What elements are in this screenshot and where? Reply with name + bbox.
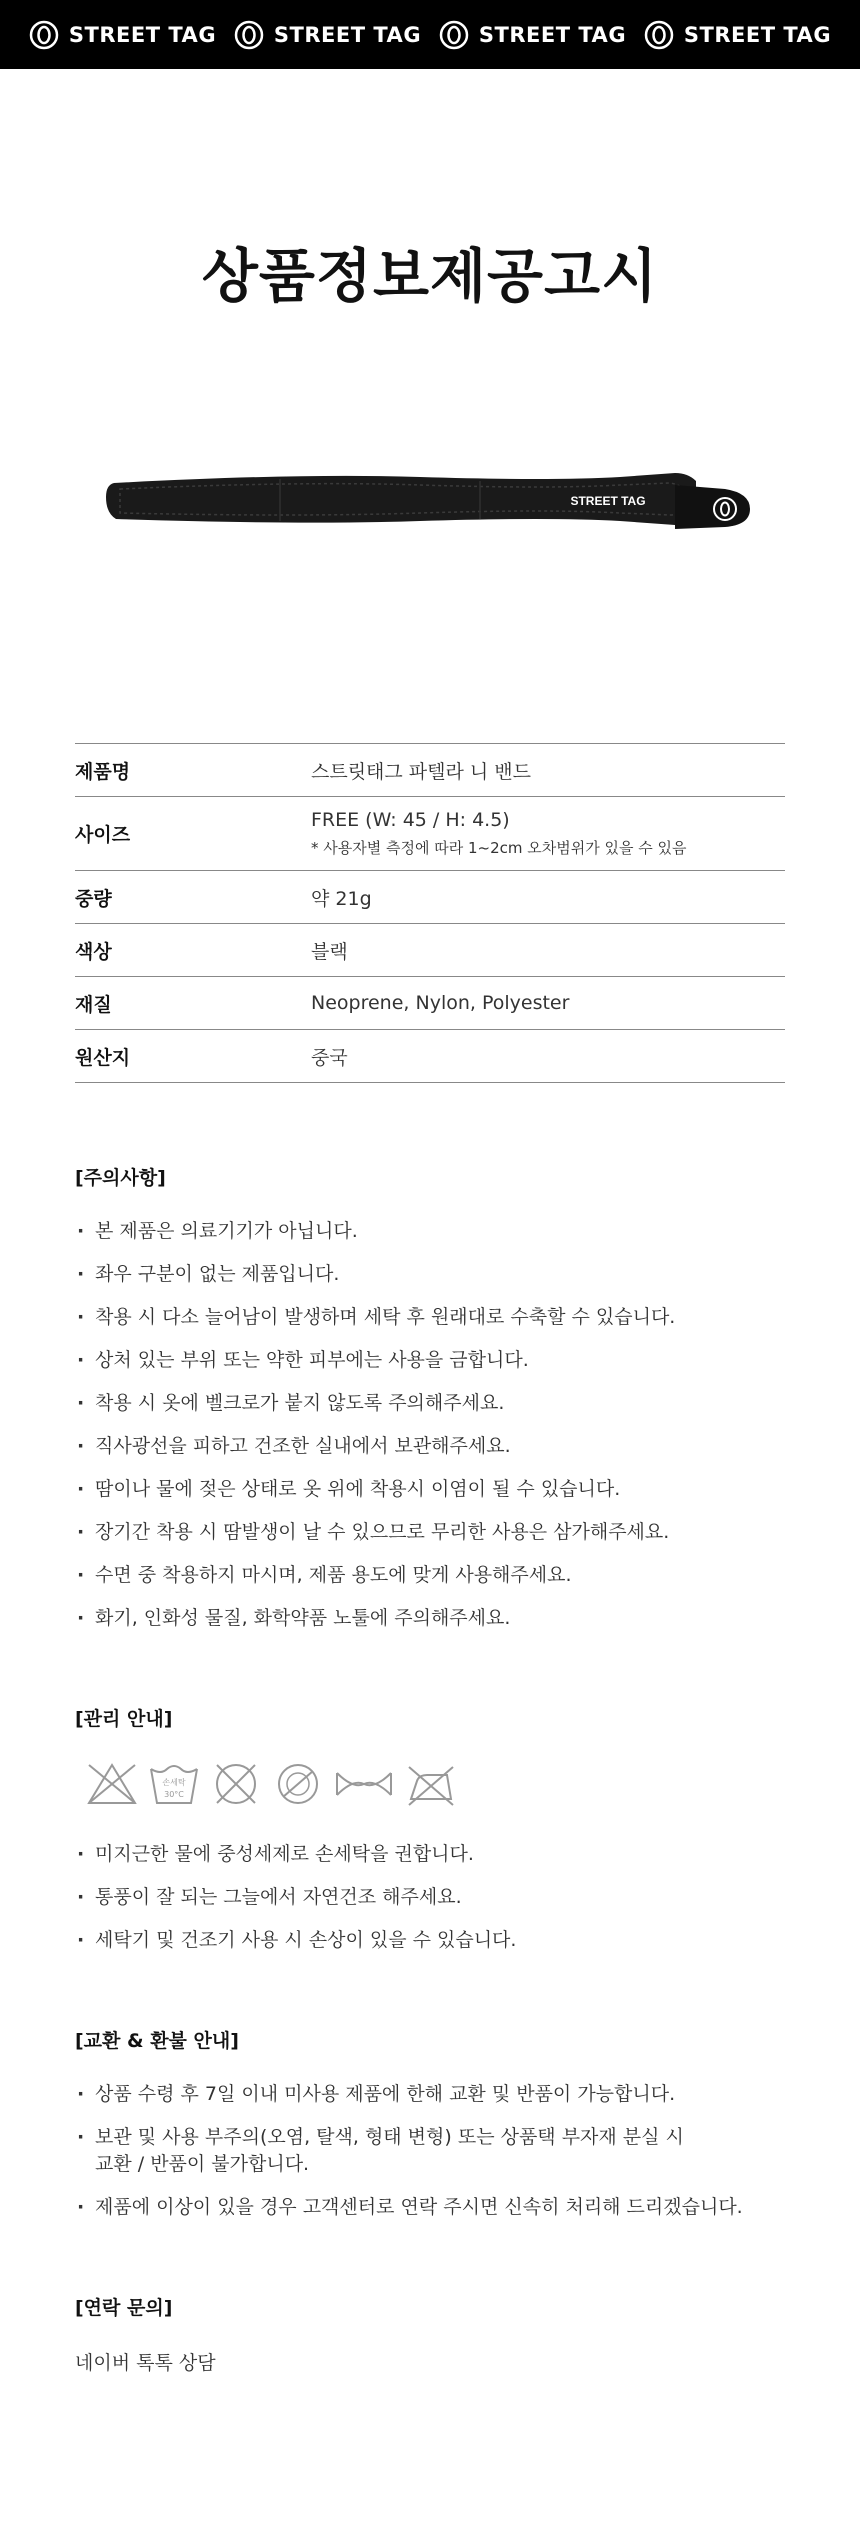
page-title: 상품정보제공고시 [201,242,659,310]
row-label: 원산지 [75,1046,131,1069]
list-item: · 수면 중 착용하지 마시며, 제품 용도에 맞게 사용해주세요. [75,1562,785,1589]
list-item: · 미지근한 물에 중성세제로 손세탁을 권합니다. [75,1841,785,1868]
cautions-section [75,1163,785,1632]
row-value-text: 스트릿태그 파텔라 니 밴드 [311,760,532,783]
brand-ring-icon [234,20,264,50]
table-row [75,871,785,924]
list-item: · 제품에 이상이 있을 경우 고객센터로 연락 주시면 신속히 처리해 드리겠습니다. [75,2194,785,2221]
list-item: · 화기, 인화성 물질, 화학약품 노툴에 주의해주세요. [75,1605,785,1632]
row-value [311,745,531,796]
row-value-text: Neoprene, Nylon, Polyester [311,992,570,1014]
brand-ring-icon [29,20,59,50]
no-tumble-dry-icon [271,1759,325,1809]
row-label: 제품명 [75,760,131,783]
row-value [311,980,569,1026]
table-row [75,924,785,977]
list-item: · 통풍이 잘 되는 그늘에서 자연건조 해주세요. [75,1884,785,1911]
list-item: · 보관 및 사용 부주의(오염, 탈색, 형태 변형) 또는 상품택 부자재 분실 시 교환 / 반품이 불가합니다. [75,2124,785,2178]
no-bleach-icon [85,1759,139,1809]
table-row [75,977,785,1030]
exchange-section [75,2026,785,2221]
section-title: [교환 & 환불 안내] [75,2030,239,2052]
list-item: · 좌우 구분이 없는 제품입니다. [75,1261,785,1288]
row-value [311,872,372,923]
list-item: · 착용 시 다소 늘어남이 발생하며 세탁 후 원래대로 수축할 수 있습니다. [75,1304,785,1331]
brand-logo [644,20,831,50]
no-iron-icon [403,1759,457,1809]
table-row [75,744,785,797]
row-label: 사이즈 [75,824,131,846]
product-tab-label: STREET TAG [570,494,646,508]
list-item: · 상처 있는 부위 또는 약한 피부에는 사용을 금합니다. [75,1347,785,1374]
row-label: 재질 [75,993,112,1016]
row-value-text: 블랙 [311,940,348,963]
section-title: [관리 안내] [75,1708,173,1730]
row-value-text: 중국 [311,1046,348,1069]
list-item: · 상품 수령 후 7일 이내 미사용 제품에 한해 교환 및 반품이 가능합니다. [75,2081,785,2108]
row-value [311,925,348,976]
row-value-text: 약 21g [311,887,372,910]
brand-name: STREET TAG [68,22,217,47]
brand-banner [0,0,860,69]
brand-logo [234,20,421,50]
row-value [311,797,686,870]
list-item: · 직사광선을 피하고 건조한 실내에서 보관해주세요. [75,1433,785,1460]
no-dry-clean-icon [209,1759,263,1809]
wash-temperature: 30°C [164,1790,184,1799]
row-value [311,1031,348,1082]
brand-logo [29,20,216,50]
row-value-text: FREE (W: 45 / H: 4.5) [311,809,510,831]
contact-section [75,2293,785,2375]
contact-value: 네이버 톡톡 상담 [75,2352,216,2374]
row-label: 중량 [75,887,112,910]
no-wring-icon [333,1759,395,1809]
list-item: · 착용 시 옷에 벨크로가 붙지 않도록 주의해주세요. [75,1390,785,1417]
list-item: · 장기간 착용 시 땀발생이 날 수 있으므로 무리한 사용은 삼가해주세요. [75,1519,785,1546]
list-item: · 세탁기 및 건조기 사용 시 손상이 있을 수 있습니다. [75,1927,785,1954]
brand-name: STREET TAG [478,22,627,47]
list-item: · 본 제품은 의료기기가 아닙니다. [75,1218,785,1245]
care-icons-row [85,1759,785,1809]
brand-ring-icon [644,20,674,50]
size-note: * 사용자별 측정에 따라 1~2cm 오차범위가 있을 수 있음 [311,839,687,857]
hand-wash-label: 손세탁 [162,1778,186,1787]
row-label: 색상 [75,940,112,963]
hand-wash-30c-icon [147,1759,201,1809]
brand-name: STREET TAG [683,22,832,47]
section-title: [주의사항] [75,1167,166,1189]
brand-logo [439,20,626,50]
product-info-table [75,743,785,1083]
table-row [75,797,785,871]
brand-ring-icon [439,20,469,50]
care-section [75,1704,785,1954]
list-item: · 땀이나 물에 젖은 상태로 옷 위에 착용시 이염이 될 수 있습니다. [75,1476,785,1503]
section-title: [연락 문의] [75,2297,173,2319]
product-image [100,463,760,543]
brand-name: STREET TAG [273,22,422,47]
table-row [75,1030,785,1083]
